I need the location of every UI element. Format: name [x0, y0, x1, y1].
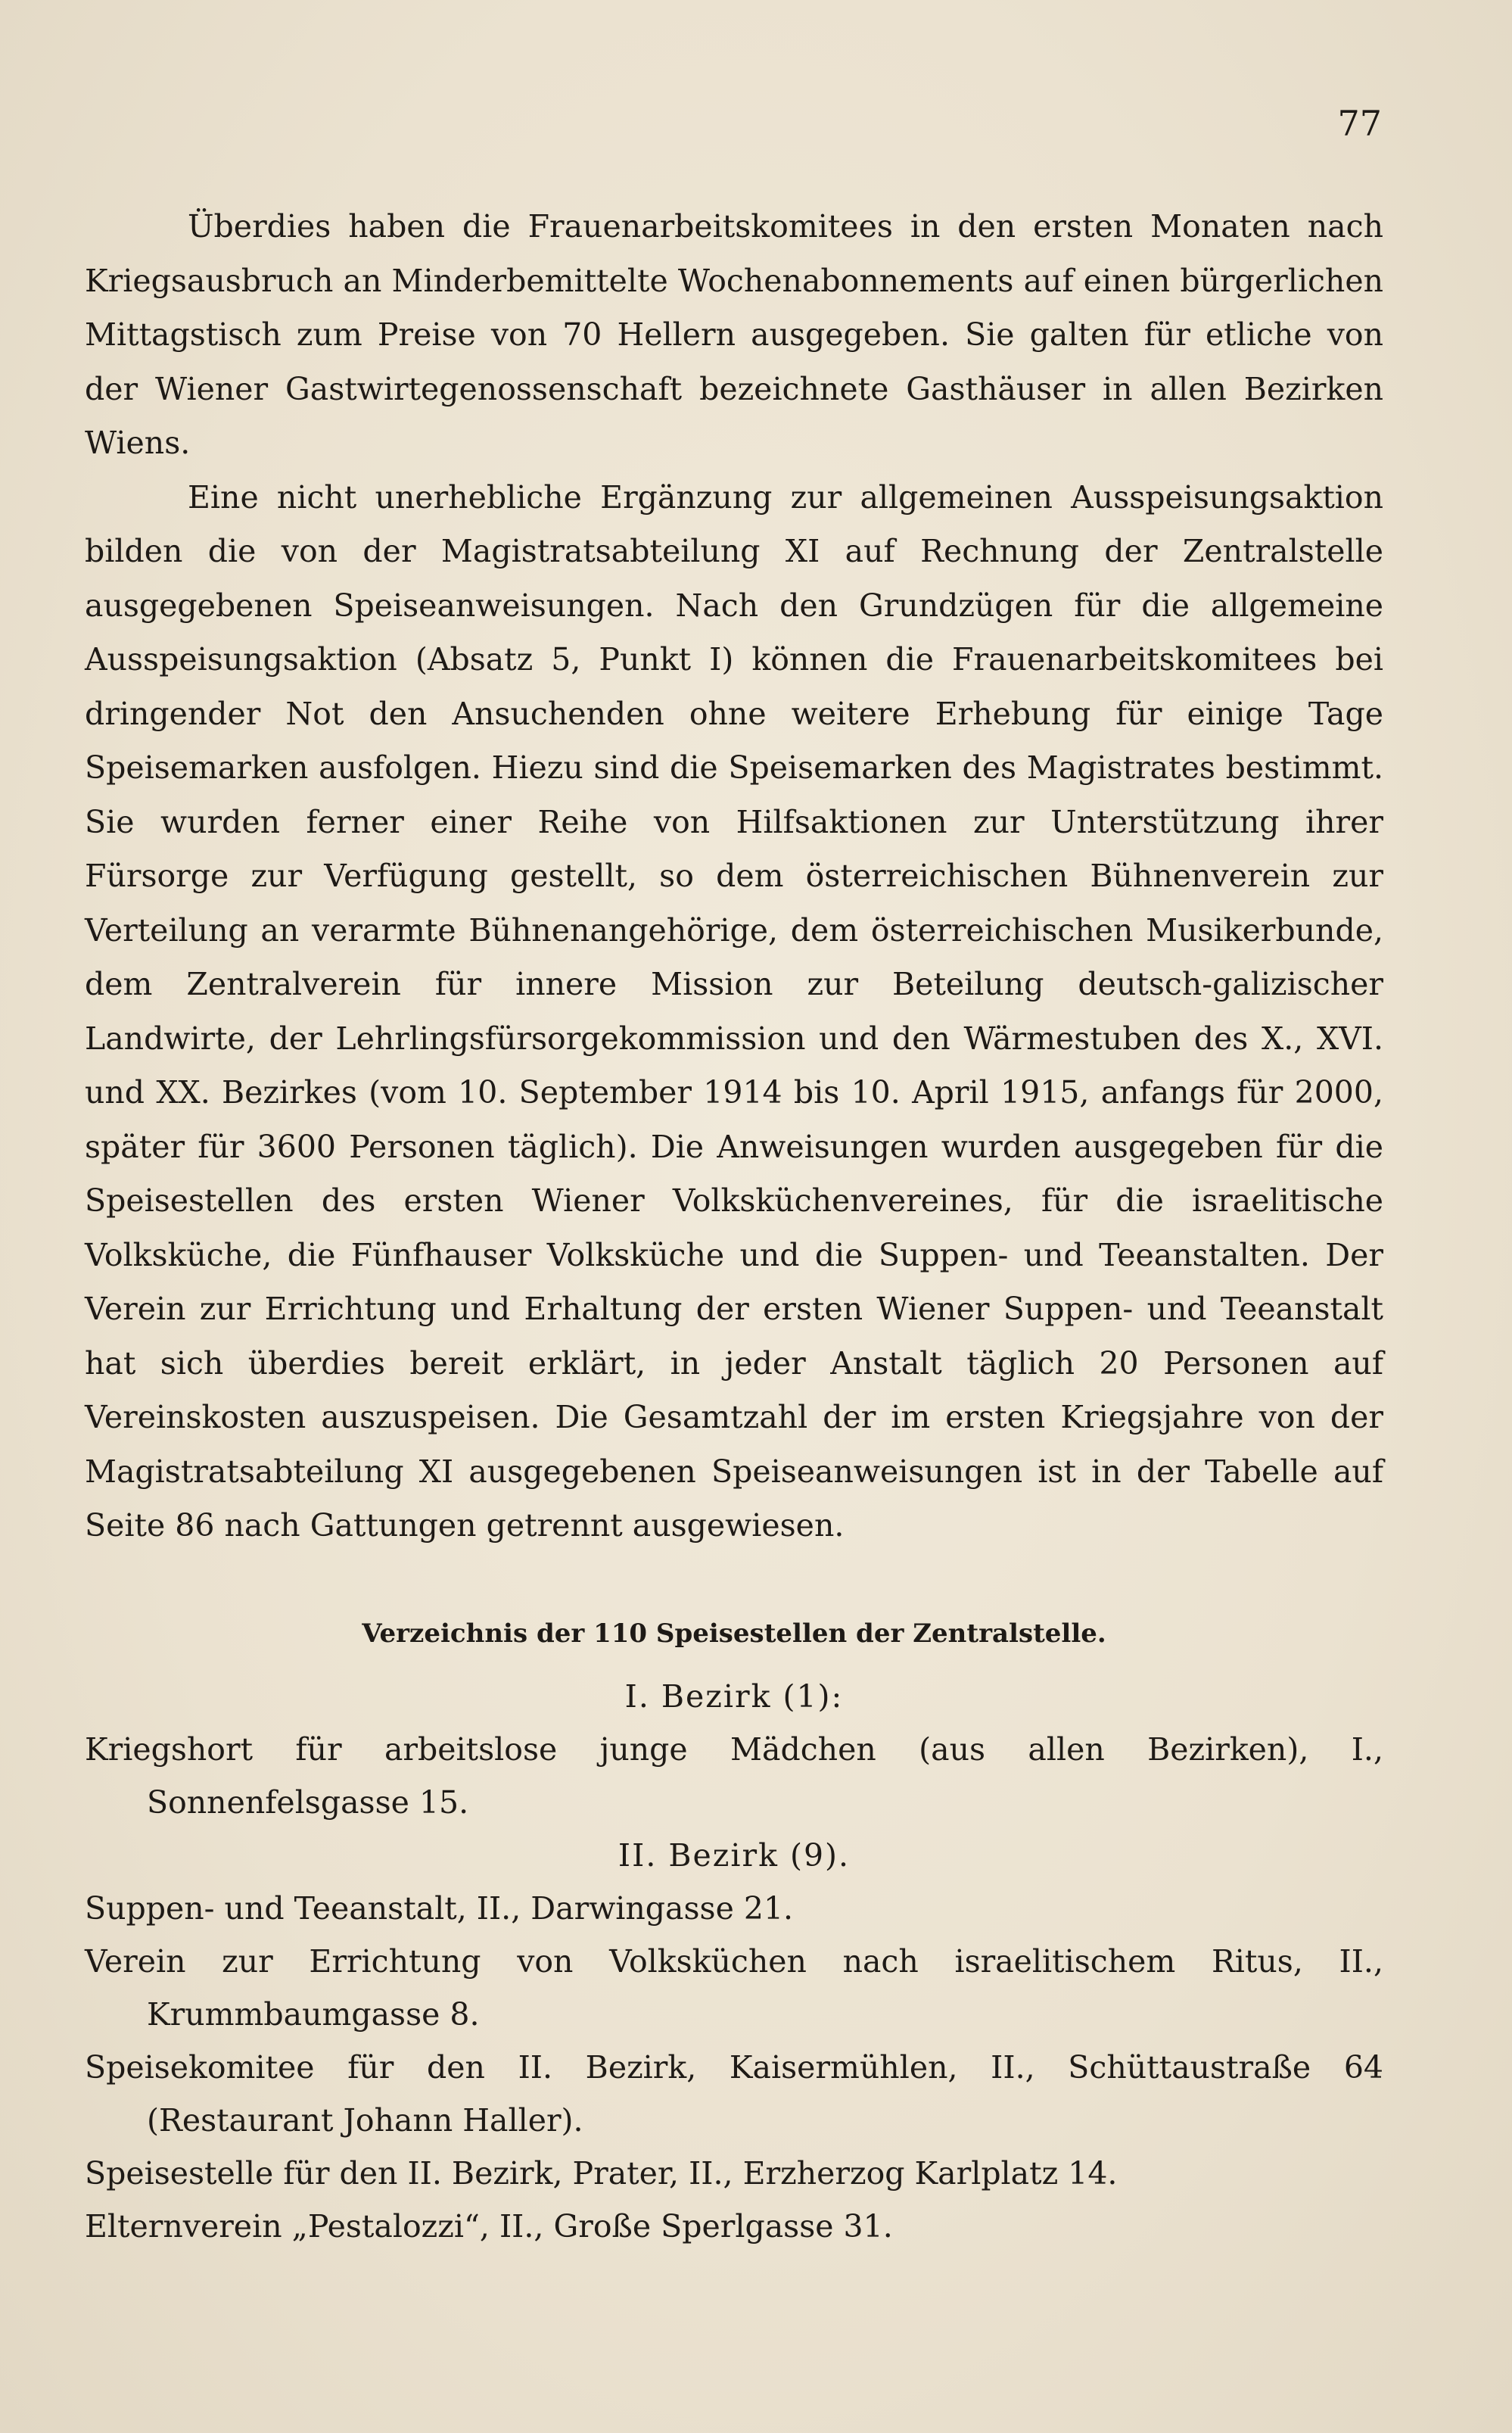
directory-entry: Elternverein „Pestalozzi“, II., Große Sperlgasse 31.	[85, 2207, 893, 2245]
district-heading-1: I. Bezirk (1):	[624, 1678, 844, 1715]
page-number: 77	[1337, 103, 1382, 144]
directory-entry: Speisestelle für den II. Bezirk, Prater, II., Erzherzog Karlplatz 14.	[85, 2154, 1118, 2192]
page-body	[85, 200, 1383, 2253]
district-heading-2: II. Bezirk (9).	[618, 1836, 851, 1874]
directory-title: Verzeichnis der 110 Speisestellen der Zentralstelle.	[362, 1618, 1106, 1649]
directory-entry: Kriegshort für arbeitslose junge Mädchen (aus allen Bezirken), I., Sonnenfelsgasse 15.	[85, 1731, 1383, 1821]
directory-entry: Suppen- und Teeanstalt, II., Darwingasse 21.	[85, 1889, 794, 1927]
directory-entry: Verein zur Errichtung von Volksküchen nach israelitischem Ritus, II., Krummbaumgasse 8.	[85, 1942, 1383, 2033]
directory-entry: Speisekomitee für den II. Bezirk, Kaisermühlen, II., Schüttaustraße 64 (Restaurant Johann Haller).	[85, 2048, 1383, 2139]
paragraph-meal-subscriptions: Überdies haben die Frauenarbeitskomitees in den ersten Monaten nach Kriegsausbruch an Minderbemittelte Wochenabonnements auf einen bürgerlichen Mittagstisch zum Preise von 70 Hellern ausgegeben. Sie galten für etliche von der Wiener Gastwirtegenossenschaft bezeichnete Gasthäuser in allen Bezirken Wiens.	[85, 208, 1383, 461]
paragraph-meal-vouchers: Eine nicht unerhebliche Ergänzung zur allgemeinen Ausspeisungsaktion bilden die von der Magistratsabteilung XI auf Rechnung der Zentralstelle ausgegebenen Speiseanweisungen. Nach den Grundzügen für die allgemeine Ausspeisungsaktion (Absatz 5, Punkt I) können die Frauenarbeitskomitees bei dringender Not den Ansuchenden ohne weitere Erhebung für einige Tage Speisemarken ausfolgen. Hiezu sind die Speisemarken des Magistrates bestimmt. Sie wurden ferner einer Reihe von Hilfsaktionen zur Unterstützung ihrer Fürsorge zur Verfügung gestellt, so dem österreichischen Bühnenverein zur Verteilung an verarmte Bühnenangehörige, dem österreichischen Musikerbunde, dem Zentralverein für innere Mission zur Beteilung deutsch-galizischer Landwirte, der Lehrlingsfürsorgekommission und den Wärmestuben des X., XVI. und XX. Bezirkes (vom 10. September 1914 bis 10. April 1915, anfangs für 2000, später für 3600 Personen täglich). Die Anweisungen wurden ausgegeben für die Speisestellen des ersten Wiener Volksküchenvereines, für die israelitische Volksküche, die Fünfhauser Volksküche und die Suppen- und Teeanstalten. Der Verein zur Errichtung und Erhaltung der ersten Wiener Suppen- und Teeanstalt hat sich überdies bereit erklärt, in jeder Anstalt täglich 20 Personen auf Vereinskosten auszuspeisen. Die Gesamtzahl der im ersten Kriegsjahre von der Magistratsabteilung XI ausgegebenen Speiseanweisungen ist in der Tabelle auf Seite 86 nach Gattungen getrennt ausgewiesen.	[85, 478, 1383, 1544]
